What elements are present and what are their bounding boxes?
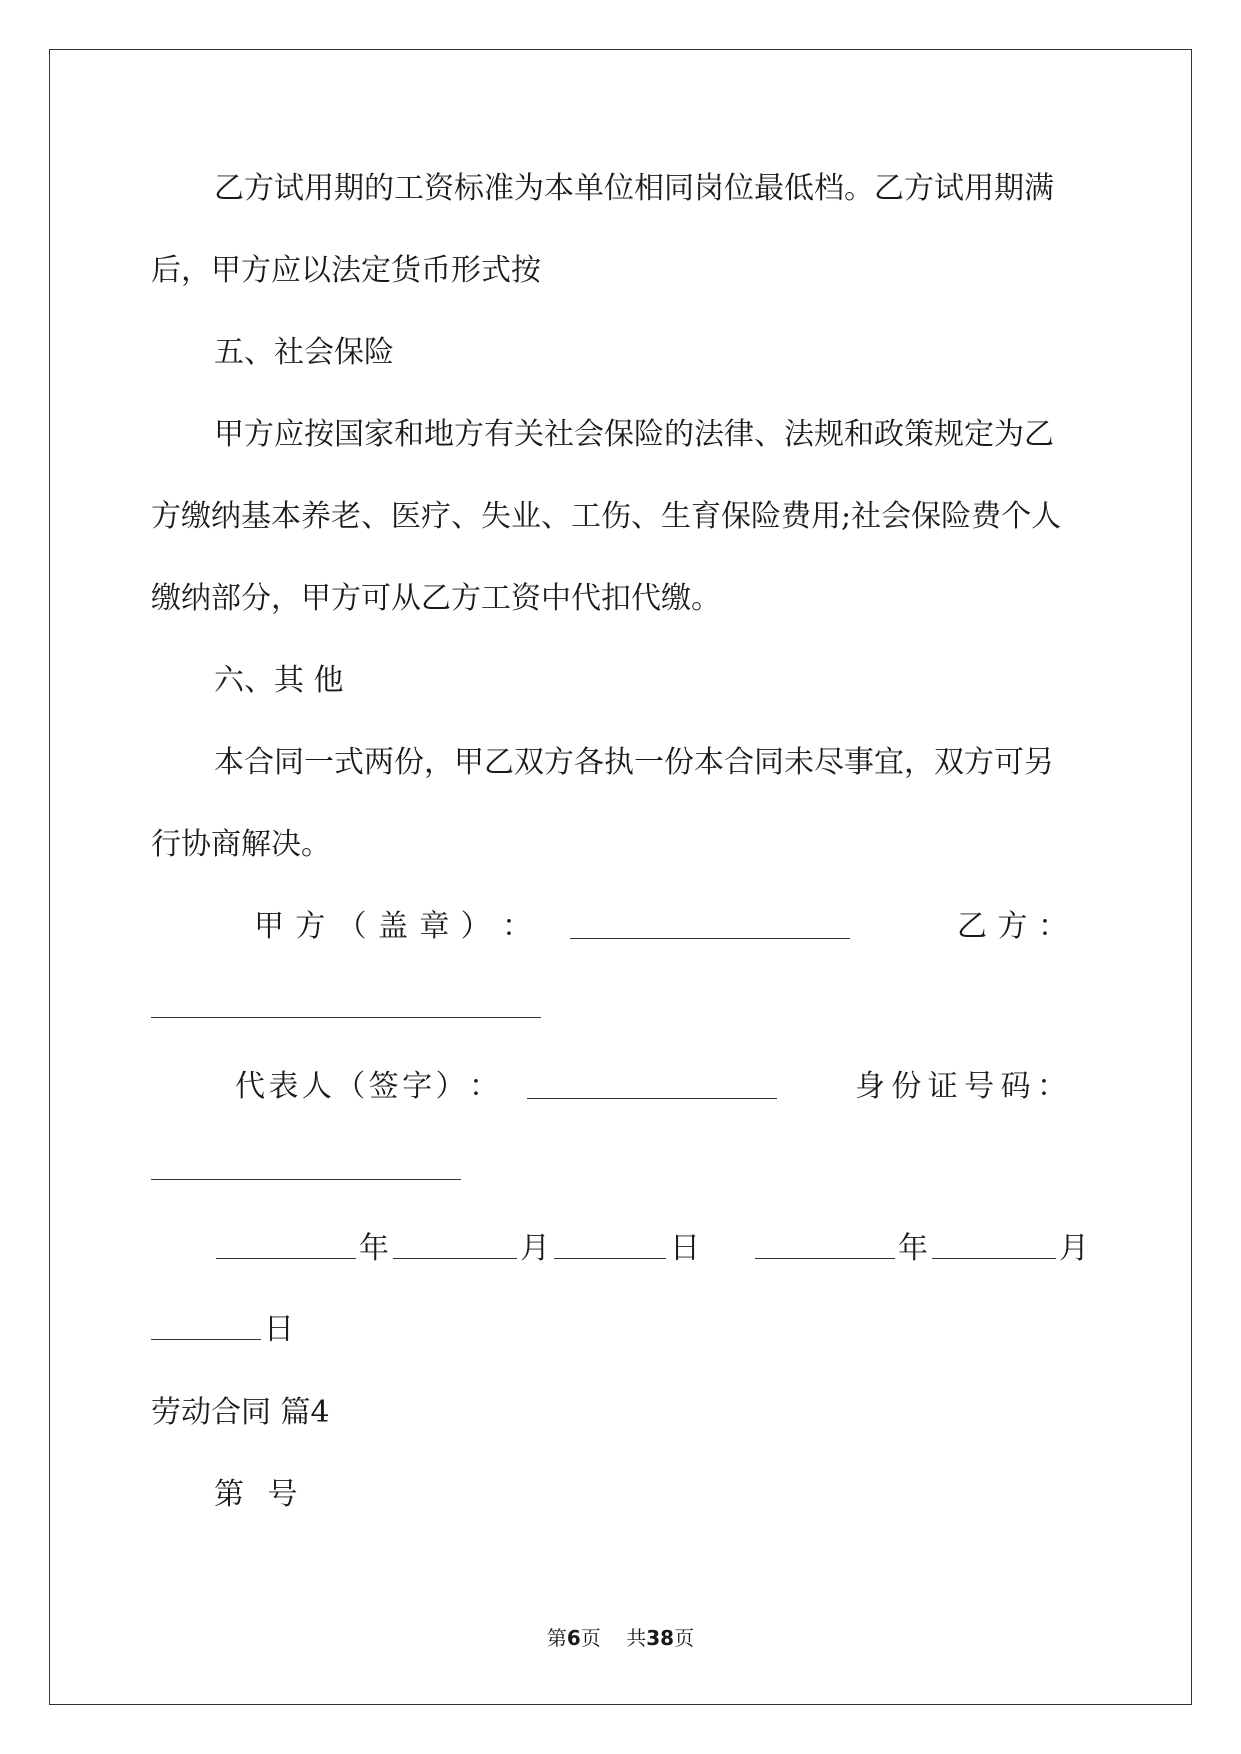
footer-total-pages: 38 [646, 1626, 675, 1650]
party-a-year-blank [216, 1258, 356, 1259]
party-b-label: 乙 方 ： [957, 909, 1068, 944]
paragraph-insurance-line2: 方缴纳基本养老、医疗、失业、工伤、生育保险费用;社会保险费个人 [151, 499, 1062, 534]
contract-number-label: 第 号 [214, 1477, 298, 1512]
paragraph-salary-line1: 乙方试用期的工资标准为本单位相同岗位最低档。乙方试用期满 [214, 171, 1054, 206]
party-b-blank [151, 1017, 541, 1018]
paragraph-insurance-line1: 甲方应按国家和地方有关社会保险的法律、法规和政策规定为乙 [214, 417, 1054, 452]
section-title: 劳动合同 篇4 [151, 1395, 330, 1430]
paragraph-salary-line2: 后，甲方应以法定货币形式按 [151, 253, 541, 288]
footer-prefix: 第 [546, 1626, 567, 1650]
party-b-month-blank [932, 1258, 1056, 1259]
party-b-year-blank [755, 1258, 895, 1259]
party-b-month-label: 月 [1059, 1231, 1089, 1266]
party-a-year-label: 年 [359, 1231, 389, 1266]
page-footer [0, 1626, 1241, 1650]
party-a-month-blank [393, 1258, 517, 1259]
party-a-day-label: 日 [670, 1231, 700, 1266]
representative-signature-blank [527, 1098, 777, 1099]
party-b-day-blank [151, 1339, 261, 1340]
representative-label: 代 表 人 （ 签 字 ） ： [235, 1069, 499, 1104]
paragraph-copies-line1: 本合同一式两份，甲乙双方各执一份本合同未尽事宜，双方可另 [214, 745, 1054, 780]
party-a-month-label: 月 [520, 1231, 550, 1266]
footer-total-unit: 页 [674, 1626, 695, 1650]
id-number-label: 身 份 证 号 码 ： [855, 1069, 1067, 1104]
page-border [49, 49, 1192, 1705]
heading-social-insurance: 五、社会保险 [214, 335, 394, 370]
id-number-blank [151, 1179, 461, 1180]
party-a-label: 甲 方 （ 盖 章 ） ： [254, 909, 532, 944]
paragraph-insurance-line3: 缴纳部分，甲方可从乙方工资中代扣代缴。 [151, 581, 721, 616]
party-b-year-label: 年 [898, 1231, 928, 1266]
party-a-seal-blank [570, 938, 850, 939]
paragraph-copies-line2: 行协商解决。 [151, 827, 331, 862]
footer-total-prefix: 共 [626, 1626, 647, 1650]
heading-other: 六、其 他 [214, 663, 344, 698]
footer-page-unit: 页 [580, 1626, 601, 1650]
party-a-day-blank [554, 1258, 666, 1259]
party-b-day-label: 日 [264, 1312, 294, 1347]
footer-current-page: 6 [566, 1626, 581, 1650]
